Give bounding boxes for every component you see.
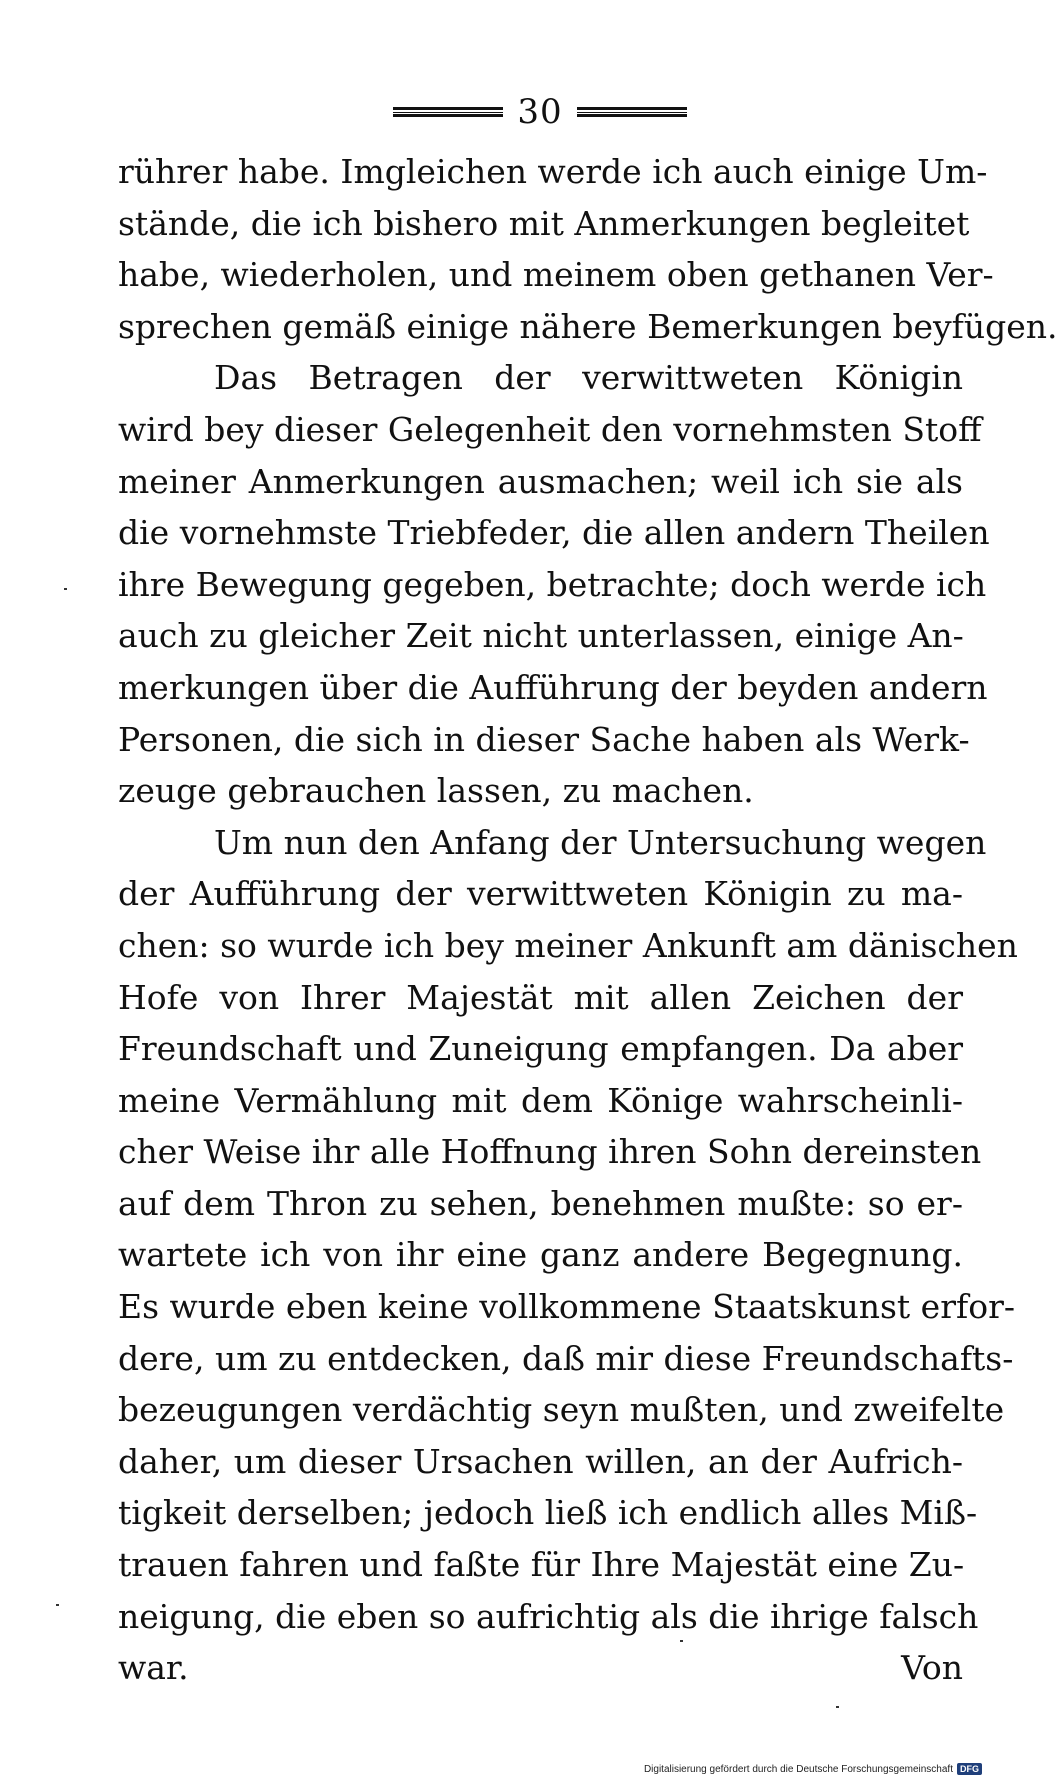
text-line: bezeugungen verdächtig seyn mußten, und zweifelte [118,1390,1005,1430]
text-line: habe, wiederholen, und meinem oben gethanen Ver- [118,255,994,295]
text-line: Das Betragen der verwittweten Königin [214,358,963,398]
footer-text: Digitalisierung gefördert durch die Deutsche Forschungsgemeinschaft [643,1763,953,1775]
text-line: merkungen über die Aufführung der beyden andern [118,667,988,707]
text-line: rührer habe. Imgleichen werde ich auch einige Um- [118,152,988,191]
text-line: stände, die ich bishero mit Anmerkungen begleitet [118,203,970,243]
text-line: wird bey dieser Gelegenheit den vornehmsten Stoff [118,409,982,449]
text-line: Es wurde eben keine vollkommene Staatskunst erfor- [118,1287,1015,1327]
catchword: Von [901,1648,963,1688]
text-line: zeuge gebrauchen lassen, zu machen. [118,771,754,811]
text-line: Hofe von Ihrer Majestät mit allen Zeichen der [118,977,963,1017]
text-line: auch zu gleicher Zeit nicht unterlassen, einige An- [118,616,964,656]
text-line: trauen fahren und faßte für Ihre Majestät eine Zu- [118,1545,965,1585]
text-line: Personen, die sich in dieser Sache haben als Werk- [118,719,970,759]
text-line: die vornehmste Triebfeder, die allen andern Theilen [118,513,990,553]
scan-speck [680,1640,683,1642]
text-line: Um nun den Anfang der Untersuchung wegen [214,822,987,862]
text-line: neigung, die eben so aufrichtig als die ihrige falsch [118,1596,979,1636]
text-line: daher, um dieser Ursachen willen, an der Aufrich- [118,1441,963,1481]
text-line: Freundschaft und Zuneigung empfangen. Da aber [118,1029,963,1069]
text-line: meine Vermählung mit dem Könige wahrscheinli- [118,1080,963,1120]
text-line: sprechen gemäß einige nähere Bemerkungen beyfügen. [118,306,1058,346]
dfg-logo: DFG [957,1763,982,1775]
header-rule-right [577,107,687,117]
scan-speck [836,1706,839,1708]
page-header [380,92,700,132]
text-line: wartete ich von ihr eine ganz andere Begegnung. [118,1235,963,1275]
text-line: tigkeit derselben; jedoch ließ ich endlich alles Miß- [118,1493,978,1533]
text-line: dere, um zu entdecken, daß mir diese Freundschafts- [118,1338,1014,1378]
text-line: ihre Bewegung gegeben, betrachte; doch werde ich [118,564,987,604]
text-line: auf dem Thron zu sehen, benehmen mußte: so er- [118,1183,963,1223]
text-line: der Aufführung der verwittweten Königin zu ma- [118,874,963,914]
page-number: 30 [517,92,563,132]
text-line: cher Weise ihr alle Hoffnung ihren Sohn dereinsten [118,1132,982,1172]
digitization-footer [644,1763,982,1775]
text-line: chen: so wurde ich bey meiner Ankunft am dänischen [118,925,1018,965]
header-rule-left [393,107,503,117]
scan-speck [56,1604,59,1606]
last-line-with-catchword [118,1642,963,1694]
body-text [118,146,1058,1694]
text-line: meiner Anmerkungen ausmachen; weil ich sie als [118,461,963,501]
text-line-end: war. [118,1648,189,1688]
scan-speck [64,588,67,590]
